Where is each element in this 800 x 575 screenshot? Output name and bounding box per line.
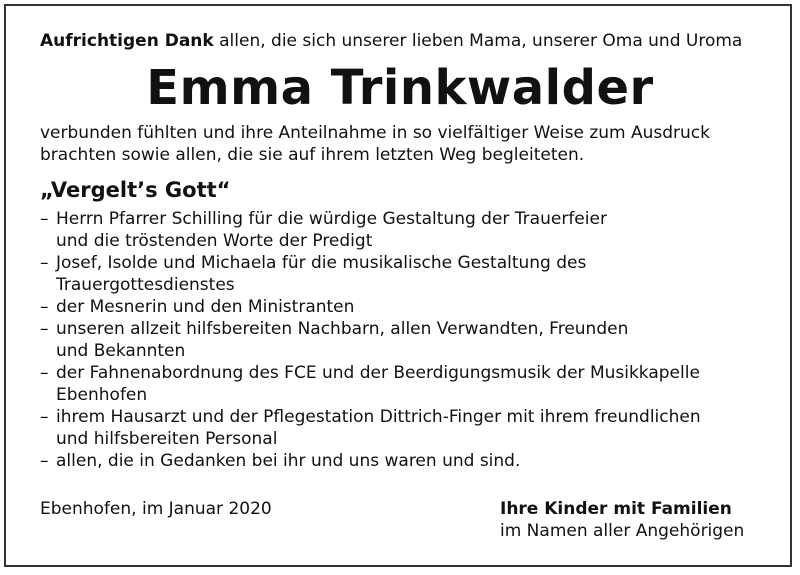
list-item: [40, 318, 760, 362]
dash: –: [40, 253, 49, 273]
list-item: [40, 296, 760, 318]
item-line: Josef, Isolde und Michaela für die musikalische Gestaltung des: [56, 253, 587, 273]
intro-rest: allen, die sich unserer lieben Mama, unserer Oma und Uroma: [213, 31, 743, 51]
item-line: Herrn Pfarrer Schilling für die würdige Gestaltung der Trauerfeier: [56, 209, 607, 229]
item-line: allen, die in Gedanken bei ihr und uns waren und sind.: [56, 451, 521, 471]
item-line: ihrem Hausarzt und der Pflegestation Dittrich-Finger mit ihrem freundlichen: [56, 407, 701, 427]
body-line: brachten sowie allen, die sie auf ihrem letzten Weg begleiteten.: [40, 145, 585, 165]
signature: [500, 498, 744, 542]
item-line: unseren allzeit hilfsbereiten Nachbarn, allen Verwandten, Freunden: [56, 319, 629, 339]
signature-line: im Namen aller Angehörigen: [500, 521, 745, 541]
item-line: Trauergottesdienstes: [56, 275, 235, 295]
signature-bold: Ihre Kinder mit Familien: [500, 499, 732, 519]
item-line: Ebenhofen: [56, 385, 148, 405]
obituary-notice: [40, 30, 760, 472]
list-item: [40, 362, 760, 406]
place-date: Ebenhofen, im Januar 2020: [40, 499, 272, 519]
list-item: [40, 406, 760, 450]
intro-line: [40, 30, 760, 52]
intro-bold: Aufrichtigen Dank: [40, 31, 214, 51]
item-line: und hilfsbereiten Personal: [56, 429, 278, 449]
dash: –: [40, 209, 49, 229]
dash: –: [40, 319, 49, 339]
list-item: [40, 252, 760, 296]
item-line: der Mesnerin und den Ministranten: [56, 297, 355, 317]
dash: –: [40, 451, 49, 471]
dash: –: [40, 297, 49, 317]
item-line: und die tröstenden Worte der Predigt: [56, 231, 373, 251]
deceased-name: Emma Trinkwalder: [146, 60, 654, 116]
item-line: der Fahnenabordnung des FCE und der Beerdigungsmusik der Musikkapelle: [56, 363, 700, 383]
dash: –: [40, 363, 49, 383]
thanks-list: [40, 208, 760, 472]
list-item: [40, 208, 760, 252]
body-line: verbunden fühlten und ihre Anteilnahme in so vielfältiger Weise zum Ausdruck: [40, 123, 710, 143]
list-item: [40, 450, 760, 472]
dash: –: [40, 407, 49, 427]
item-line: und Bekannten: [56, 341, 186, 361]
body-text: [40, 122, 760, 166]
thanks-heading: „Vergelt’s Gott“: [40, 178, 231, 202]
